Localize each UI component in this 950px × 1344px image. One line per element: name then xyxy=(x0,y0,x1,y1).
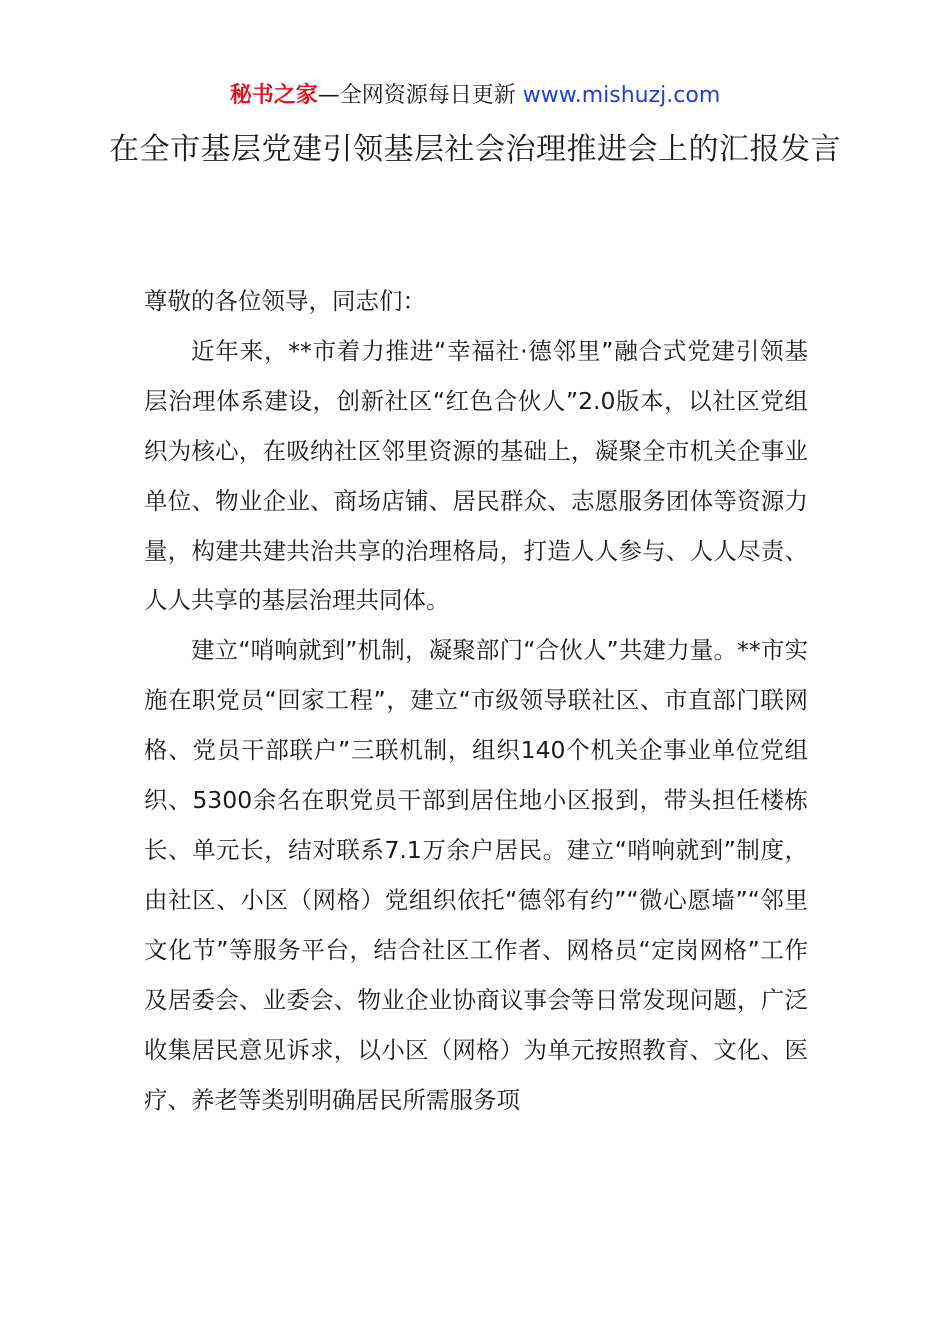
header-tagline: —全网资源每日更新 xyxy=(317,83,523,108)
site-header xyxy=(0,80,950,112)
brand-name: 秘书之家 xyxy=(229,83,318,108)
body-paragraph: 建立“哨响就到”机制，凝聚部门“合伙人”共建力量。**市实施在职党员“回家工程”，建立“市级领导联社区、市直部门联网格、党员干部联户”三联机制，组织140个机关企事业单位党组织、5300余名在职党员干部到居住地小区报到，带头担任楼栋长、单元长，结对联系7.1万余户居民。建立“哨响就到”制度，由社区、小区（网格）党组织依托“德邻有约”“微心愿墙”“邻里文化节”等服务平台，结合社区工作者、网格员“定岗网格”工作及居委会、业委会、物业企业协商议事会等日常发现问题，广泛收集居民意见诉求，以小区（网格）为单元按照教育、文化、医疗、养老等类别明确居民所需服务项 xyxy=(144,636,808,1114)
document-body xyxy=(144,277,808,1125)
site-url-link[interactable]: www.mishuzj.com xyxy=(522,83,721,108)
salutation: 尊敬的各位领导，同志们： xyxy=(144,287,426,315)
body-paragraph: 近年来，**市着力推进“幸福社·德邻里”融合式党建引领基层治理体系建设，创新社区“红色合伙人”2.0版本，以社区党组织为核心，在吸纳社区邻里资源的基础上，凝聚全市机关企事业单位、物业企业、商场店铺、居民群众、志愿服务团体等资源力量，构建共建共治共享的治理格局，打造人人参与、人人尽责、人人共享的基层治理共同体。 xyxy=(144,336,808,615)
document-title: 在全市基层党建引领基层社会治理推进会上的汇报发言 xyxy=(109,132,841,167)
